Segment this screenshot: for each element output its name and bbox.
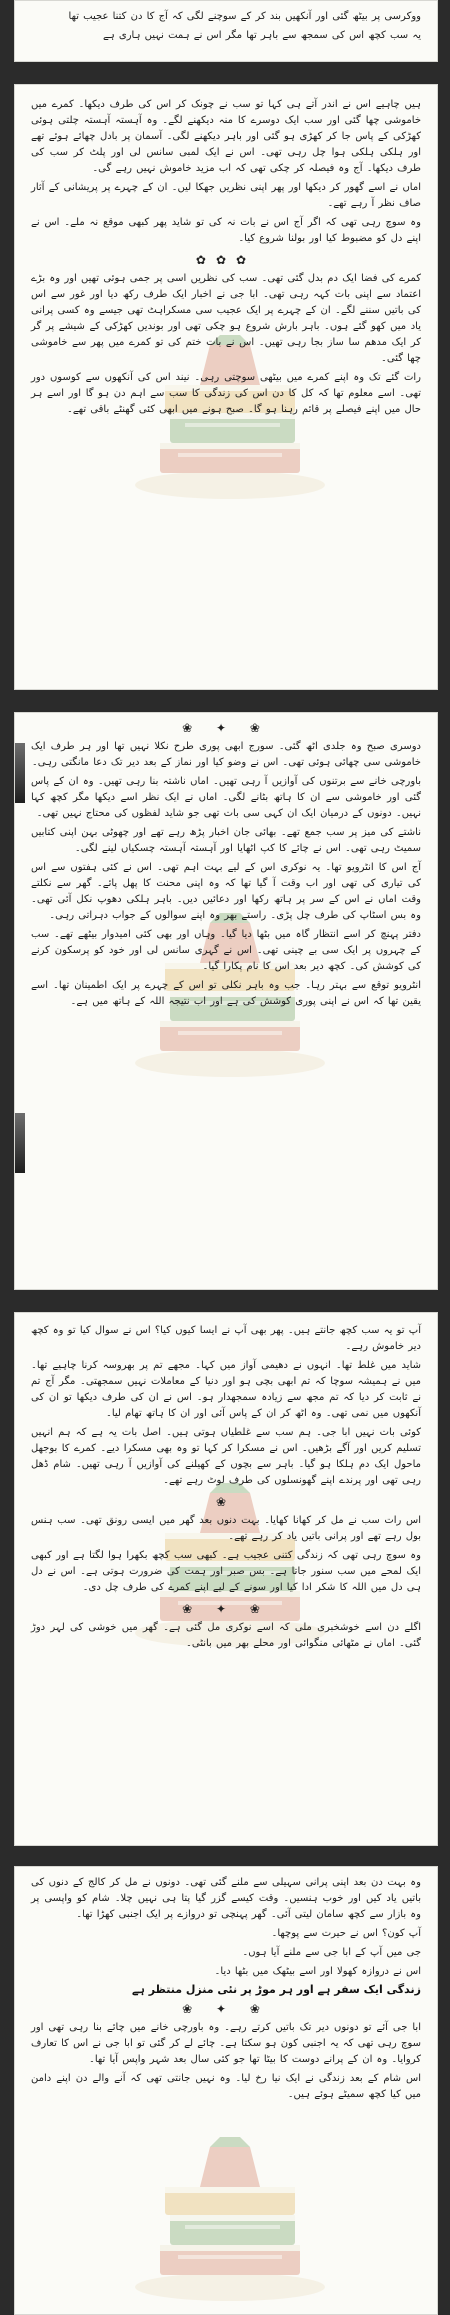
page-1 [14, 0, 438, 62]
page-1-line-2: یہ سب کچھ اس کی سمجھ سے باہر تھا مگر اس نے ہمت نہیں ہاری ہے [103, 30, 421, 41]
page-2-para-1: ہیں چاہیے اس نے اندر آتے ہی کہا تو سب نے چونک کر اس کی طرف دیکھا۔ کمرے میں خاموشی چھا گئی اور سب ایک دوسرے کا منہ دیکھنے لگے۔ وہ آہستہ آہستہ چلتی ہوئی کھڑکی کے پاس جا کر کھڑی ہو گئی اور باہر دیکھنے لگی۔ آسمان پر بادل چھائے ہوئے تھے اور ہلکی ہلکی ہوا چل رہی تھی۔ اس نے ایک لمبی سانس لی اور پلٹ کر سب کی طرف دیکھا۔ آج وہ فیصلہ کر چکی تھی کہ اب مزید خاموش نہیں رہے گی۔ [31, 99, 421, 174]
page-5-para-2: آپ کون؟ اس نے حیرت سے پوچھا۔ [271, 1928, 421, 1939]
page-4-para-6: اگلے دن اسے خوشخبری ملی کہ اسے نوکری مل گئی ہے۔ گھر میں خوشی کی لہر دوڑ گئی۔ اماں نے مٹھائی منگوائی اور محلے بھر میں بانٹی۔ [31, 1622, 421, 1649]
bookmark-tab-icon [15, 1113, 25, 1173]
section-separator-icon: ❀ ✦ ❀ [182, 2002, 270, 2016]
page-5-para-4: اس نے دروازہ کھولا اور اسے بیٹھک میں بٹھا دیا۔ [214, 1966, 421, 1977]
page-1-line-1: ووکرسی پر بیٹھ گئی اور آنکھیں بند کر کے سوچنے لگی کہ آج کا دن کتنا عجیب تھا [68, 11, 421, 22]
page-2-para-5: رات گئے تک وہ اپنے کمرے میں بیٹھی سوچتی رہی۔ نیند اس کی آنکھوں سے کوسوں دور تھی۔ اسے معلوم تھا کہ کل کا دن اس کی زندگی کا سب سے اہم دن ہو گا اور اسے ہر حال میں اپنے فیصلے پر قائم رہنا ہو گا۔ صبح ہونے میں ابھی کئی گھنٹے باقی تھے۔ [31, 372, 421, 415]
books-watermark-icon [130, 2137, 330, 2307]
page-3-text [15, 739, 437, 1010]
page-2 [14, 84, 438, 690]
page-5-para-1: وہ بہت دن بعد اپنی پرانی سہیلی سے ملنے گئی تھی۔ دونوں نے مل کر کالج کے دنوں کی باتیں یاد کیں اور خوب ہنسیں۔ وقت کیسے گزر گیا پتا ہی نہیں چلا۔ شام کو واپسی پر وہ بازار سے کچھ سامان لیتی آئی۔ گھر پہنچی تو دروازے پر ایک اجنبی کھڑا تھا۔ [31, 1877, 421, 1920]
page-3-para-3: ناشتے کی میز پر سب جمع تھے۔ بھائی جان اخبار پڑھ رہے تھے اور چھوٹی بہن اپنی کتابیں سمیٹ رہی تھی۔ اس نے چائے کا کپ اٹھایا اور آہستہ آہستہ چسکیاں لینے لگی۔ [31, 827, 421, 854]
page-1-text [15, 1, 437, 44]
section-separator-icon: ❀ ✦ ❀ [182, 1602, 270, 1616]
page-2-text [15, 85, 437, 247]
page-5-para-5: ابا جی آئے تو دونوں دیر تک باتیں کرتے رہے۔ وہ باورچی خانے میں چائے بنا رہی تھی اور سوچ رہی تھی کہ یہ اجنبی کون ہو سکتا ہے۔ چائے لے کر گئی تو ابا جی نے اس کا تعارف کروایا۔ وہ ان کے پرانے دوست کا بیٹا تھا جو کئی سال بعد شہر واپس آیا تھا۔ [31, 2022, 421, 2065]
page-3-para-5: دفتر پہنچ کر اسے انتظار گاہ میں بٹھا دیا گیا۔ وہاں اور بھی کئی امیدوار بیٹھے تھے۔ سب کے چہروں پر ایک سی بے چینی تھی۔ اس نے گہری سانس لی اور خود کو پرسکون کرنے کی کوشش کی۔ کچھ دیر بعد اس کا نام پکارا گیا۔ [31, 929, 421, 972]
page-5-highlight-line: زندگی ایک سفر ہے اور ہر موڑ پر نئی منزل منتظر ہے [131, 1983, 421, 1996]
page-4-para-1: آپ تو یہ سب کچھ جانتے ہیں۔ پھر بھی آپ نے ایسا کیوں کیا؟ اس نے سوال کیا تو وہ کچھ دیر خاموش رہے۔ [31, 1325, 421, 1352]
section-separator-icon: ❀ ✦ ❀ [182, 721, 270, 735]
page-5 [14, 1866, 438, 2315]
page-5-para-6: اس شام کے بعد زندگی نے ایک نیا رخ لیا۔ وہ نہیں جانتی تھی کہ آنے والے دن اپنے دامن میں کیا کچھ سمیٹے ہوئے ہیں۔ [31, 2073, 421, 2100]
page-5-text [15, 1867, 437, 1980]
page-3-para-4: آج اس کا انٹرویو تھا۔ یہ نوکری اس کے لیے بہت اہم تھی۔ اس نے کئی ہفتوں سے اس کی تیاری کی تھی اور اب وقت آ گیا تھا کہ وہ اپنی محنت کا پھل پائے۔ گھر سے نکلتے وقت اماں نے اس کے سر پر ہاتھ رکھا اور دعائیں دیں۔ باہر ہلکی دھوپ نکل آئی تھی۔ وہ بس اسٹاپ کی طرف چل پڑی۔ راستے بھر وہ اپنے سوالوں کے جواب دہراتی رہی۔ [31, 862, 421, 921]
page-5-para-3: جی میں آپ کے ابا جی سے ملنے آیا ہوں۔ [242, 1947, 421, 1958]
page-4-para-2: شاید میں غلط تھا۔ انہوں نے دھیمی آواز میں کہا۔ مجھے تم پر بھروسہ کرنا چاہیے تھا۔ میں نے ہمیشہ سوچا کہ تم ابھی بچی ہو اور دنیا کے معاملات نہیں سمجھتی۔ مگر آج تم نے ثابت کر دیا کہ تم مجھ سے زیادہ سمجھدار ہو۔ اس نے ان کی طرف دیکھا تو ان کی آنکھوں میں نمی تھی۔ وہ اٹھ کر ان کے پاس آئی اور ان کا ہاتھ تھام لیا۔ [31, 1360, 421, 1419]
bookmark-tab-icon [15, 743, 25, 803]
section-separator-icon: ❀ [215, 1495, 237, 1509]
page-2-para-3: وہ سوچ رہی تھی کہ اگر آج اس نے بات نہ کی تو شاید پھر کبھی موقع نہ ملے۔ اس نے اپنے دل کو مضبوط کیا اور بولنا شروع کیا۔ [31, 217, 421, 244]
page-3-para-1: دوسری صبح وہ جلدی اٹھ گئی۔ سورج ابھی پوری طرح نکلا نہیں تھا اور ہر طرف ایک خاموشی سی چھائی ہوئی تھی۔ اس نے وضو کیا اور نماز کے بعد دیر تک دعا مانگتی رہی۔ [31, 741, 421, 768]
page-4-text [15, 1313, 437, 1489]
page-4-text-mid [15, 1513, 437, 1596]
page-3-para-6: انٹرویو توقع سے بہتر رہا۔ جب وہ باہر نکلی تو اس کے چہرے پر ایک اطمینان تھا۔ اسے یقین تھا کہ اس نے اپنی پوری کوشش کی ہے اور اب نتیجہ اللہ کے ہاتھ میں ہے۔ [31, 980, 421, 1007]
page-4-para-3: کوئی بات نہیں ابا جی۔ ہم سب سے غلطیاں ہوتی ہیں۔ اصل بات یہ ہے کہ ہم انہیں تسلیم کریں اور آگے بڑھیں۔ اس نے مسکرا کر کہا تو وہ بھی مسکرا دیے۔ کمرے کا بوجھل ماحول ایک دم ہلکا ہو گیا۔ باہر سے بچوں کے کھیلنے کی آوازیں آ رہی تھیں۔ شام ڈھل رہی تھی اور پرندے اپنے گھونسلوں کی طرف لوٹ رہے تھے۔ [31, 1427, 421, 1486]
page-2-para-2: اماں نے اسے گھور کر دیکھا اور پھر اپنی نظریں جھکا لیں۔ ان کے چہرے پر پریشانی کے آثار صاف نظر آ رہے تھے۔ [31, 182, 421, 209]
page-4 [14, 1312, 438, 1846]
page-3-para-2: باورچی خانے سے برتنوں کی آوازیں آ رہی تھیں۔ اماں ناشتہ بنا رہی تھیں۔ وہ ان کے پاس گئی اور خاموشی سے ان کا ہاتھ بٹانے لگی۔ اماں نے ایک نظر اسے دیکھا مگر کچھ کہا نہیں۔ دونوں کے درمیان ایک ان کہی سی بات تھی جو شاید لفظوں کی محتاج نہیں تھی۔ [31, 776, 421, 819]
page-2-text-lower [15, 271, 437, 418]
page-5-text-lower [15, 2020, 437, 2103]
section-separator-icon: ✿✿✿ [195, 253, 257, 267]
page-4-para-4: اس رات سب نے مل کر کھانا کھایا۔ بہت دنوں بعد گھر میں ایسی رونق تھی۔ سب ہنس بول رہے تھے اور پرانی باتیں یاد کر رہے تھے۔ [31, 1515, 421, 1542]
page-3 [14, 712, 438, 1290]
page-4-text-lower [15, 1620, 437, 1652]
page-2-para-4: کمرے کی فضا ایک دم بدل گئی تھی۔ سب کی نظریں اسی پر جمی ہوئی تھیں اور وہ بڑے اعتماد سے اپنی بات کہہ رہی تھی۔ ابا جی نے اخبار ایک طرف رکھ دیا اور غور سے اس کی باتیں سننے لگے۔ ان کے چہرے پر ایک عجیب سی مسکراہٹ تھی جیسے وہ کسی پرانی یاد میں کھو گئے ہوں۔ باہر بارش شروع ہو چکی تھی اور بوندیں کھڑکی کے شیشے پر گر کر ایک مدھم سا ساز بجا رہی تھیں۔ اس نے بات ختم کی تو کمرے میں پھر سے خاموشی چھا گئی۔ [31, 273, 421, 364]
page-4-para-5: وہ سوچ رہی تھی کہ زندگی کتنی عجیب ہے۔ کبھی سب کچھ بکھرا ہوا لگتا ہے اور کبھی ایک لمحے میں سب سنور جاتا ہے۔ بس صبر اور ہمت کی ضرورت ہوتی ہے۔ اس نے دل ہی دل میں اللہ کا شکر ادا کیا اور سونے کے لیے اپنے کمرے کی طرف چل دی۔ [31, 1550, 421, 1593]
